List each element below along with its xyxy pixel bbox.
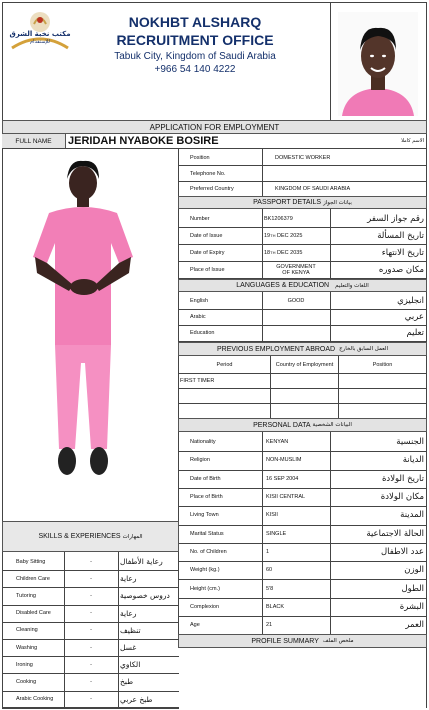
personal-label-ar: الديانة — [402, 455, 424, 466]
full-name-value: JERIDAH NYABOKE BOSIRE — [68, 135, 219, 147]
personal-title-ar: البيانات الشخصية — [312, 422, 352, 428]
employment-col-period: Period — [216, 362, 233, 368]
skill-label-ar: طبخ عربي — [120, 694, 153, 704]
employment-title-ar: العمل السابق بالخارج — [339, 346, 389, 352]
top-info-value — [275, 166, 425, 181]
profile-summary-bar — [178, 634, 427, 648]
personal-label: No. of Children — [190, 548, 227, 555]
skills-title: SKILLS & EXPERIENCES — [38, 533, 121, 540]
top-info-value: DOMESTIC WORKER — [275, 154, 331, 161]
personal-label: Nationality — [190, 439, 216, 446]
full-body-photo — [2, 149, 177, 521]
passport-label-ar: مكان صدوره — [378, 264, 424, 275]
personal-label: Weight (kg.) — [190, 567, 220, 574]
skill-label-ar: طبخ — [120, 677, 134, 687]
employment-col-position: Position — [372, 362, 393, 368]
top-info-label: Position — [190, 154, 210, 161]
personal-label: Marital Status — [190, 530, 224, 537]
personal-label-ar: المدينة — [400, 510, 424, 521]
personal-value: NON-MUSLIM — [266, 457, 302, 464]
office-name-line1: NOKHBT ALSHARQ — [128, 14, 262, 30]
passport-label-ar: رقم جواز السفر — [367, 213, 424, 224]
personal-value: BLACK — [266, 603, 285, 610]
form-title: APPLICATION FOR EMPLOYMENT — [2, 120, 427, 134]
personal-label-ar: الوزن — [404, 565, 424, 576]
languages-title-ar: اللغات والتعليم — [335, 282, 369, 289]
personal-label-ar: العمر — [405, 620, 424, 631]
skill-label: Ironing — [16, 661, 33, 668]
skill-value: - — [90, 644, 92, 651]
employment-first-row: FIRST TIMER — [180, 378, 215, 384]
skill-label: Cooking — [16, 678, 37, 685]
personal-value: KISII — [266, 512, 278, 519]
personal-label: Date of Birth — [190, 475, 221, 482]
personal-label-ar: البشرة — [399, 601, 424, 612]
place-line1: GOVERNMENT — [276, 263, 316, 270]
passport-label: Date of Issue — [190, 232, 223, 239]
date-suffix: TH — [270, 250, 276, 255]
passport-title-ar: بيانات الجواز — [323, 199, 352, 206]
office-logo — [6, 8, 74, 54]
language-label-ar: عربي — [404, 312, 424, 322]
logo-subtext-ar: للإستقدام — [30, 39, 50, 45]
skill-value: - — [90, 592, 92, 599]
personal-label: Height (cm.) — [190, 585, 220, 592]
personal-value: 16 SEP 2004 — [266, 475, 299, 482]
date-rest: DEC 2025 — [275, 232, 303, 239]
skill-label-ar: رعاية — [120, 608, 137, 618]
language-label: Arabic — [190, 314, 206, 320]
date-day: 19 — [264, 232, 271, 239]
personal-label: Living Town — [190, 512, 219, 519]
date-rest: DEC 2035 — [275, 249, 303, 256]
personal-label-ar: تاريخ الولادة — [381, 473, 424, 484]
passport-value: BK1206379 — [264, 215, 293, 222]
personal-value: KENYAN — [266, 439, 289, 446]
personal-label-ar: عدد الاطفال — [380, 546, 424, 557]
skill-label-ar: رعاية الأطفال — [120, 557, 163, 567]
personal-value: SINGLE — [266, 530, 287, 537]
personal-label-ar: مكان الولادة — [380, 492, 424, 503]
passport-label-ar: تاريخ الانتهاء — [381, 247, 424, 258]
date-suffix: TH — [270, 233, 276, 238]
profile-summary-title: PROFILE SUMMARY — [251, 637, 319, 645]
column-divider — [262, 432, 263, 634]
personal-value: 1 — [266, 548, 270, 555]
skill-label: Arabic Cooking — [16, 696, 54, 703]
skill-value: - — [90, 610, 92, 617]
top-info-label: Preferred Country — [190, 185, 234, 192]
personal-title-bar — [178, 418, 427, 432]
passport-label: Place of Issue — [190, 266, 225, 273]
office-address: Tabuk City, Kingdom of Saudi Arabia — [114, 51, 276, 62]
skill-label: Cleaning — [16, 627, 38, 634]
personal-value: 21 — [266, 622, 273, 629]
language-label-ar: تعليم — [406, 328, 424, 338]
passport-title: PASSPORT DETAILS — [253, 199, 322, 206]
passport-date-value — [264, 227, 328, 244]
personal-label: Religion — [190, 457, 210, 464]
column-divider — [330, 292, 331, 342]
skill-label: Washing — [16, 644, 38, 651]
date-day: 18 — [264, 249, 271, 256]
passport-place-value — [264, 261, 328, 278]
personal-label-ar: الجنسية — [396, 437, 424, 448]
profile-summary-title-ar: ملخص الملف — [322, 638, 354, 644]
skill-label-ar: رعاية — [120, 574, 137, 584]
office-phone: +966 54 140 4222 — [154, 64, 236, 75]
full-name-label-ar: الاسم كاملا — [401, 138, 424, 144]
logo-text-ar: مكتب نخبة الشرق — [9, 30, 71, 38]
skill-label-ar: غسل — [120, 643, 137, 653]
column-divider — [330, 432, 331, 634]
personal-label: Place of Birth — [190, 494, 223, 501]
personal-label-ar: الطول — [401, 583, 424, 594]
personal-value: KISII CENTRAL — [266, 494, 306, 501]
languages-title: LANGUAGES & EDUCATION — [236, 282, 330, 289]
passport-label-ar: تاريخ المسألة — [377, 230, 424, 241]
skill-value: - — [90, 627, 92, 634]
passport-label: Date of Expiry — [190, 249, 225, 256]
language-label: English — [190, 298, 209, 304]
language-value — [264, 325, 328, 341]
skill-label: Children Care — [16, 575, 50, 582]
office-name-line2: RECRUITMENT OFFICE — [116, 32, 274, 48]
passport-label: Number — [190, 215, 210, 222]
skill-value: - — [90, 558, 92, 565]
personal-value: 5'8 — [266, 585, 274, 592]
skill-value: - — [90, 678, 92, 685]
skill-value: - — [90, 696, 92, 703]
portrait-photo-small — [338, 12, 418, 116]
column-divider — [118, 552, 119, 708]
passport-title-bar — [178, 196, 427, 209]
language-value: GOOD — [287, 298, 305, 304]
languages-title-bar — [178, 279, 427, 292]
skill-label-ar: دروس خصوصية — [120, 591, 170, 601]
top-info-value: KINGDOM OF SAUDI ARABIA — [275, 185, 351, 192]
skill-label: Tutoring — [16, 592, 36, 599]
employment-title: PREVIOUS EMPLOYMENT ABROAD — [216, 345, 336, 353]
skill-label: Disabled Care — [16, 610, 51, 617]
personal-label: Complexion — [190, 603, 220, 610]
skill-value: - — [90, 575, 92, 582]
skills-title-ar: المهارات — [122, 533, 143, 540]
employment-title-bar — [178, 342, 427, 356]
place-line2: OF KENYA — [282, 269, 310, 276]
personal-title: PERSONAL DATA — [253, 421, 311, 429]
personal-label-ar: الحالة الاجتماعية — [366, 528, 424, 539]
column-divider — [262, 292, 263, 342]
full-name-label: FULL NAME — [2, 134, 66, 148]
skill-label-ar: تنظيف — [120, 625, 141, 635]
passport-date-value — [264, 244, 328, 261]
skill-value: - — [90, 661, 92, 668]
language-value — [264, 309, 328, 325]
top-info-label: Telephone No. — [190, 170, 226, 177]
personal-value: 60 — [266, 567, 273, 574]
employment-col-country: Country of Employment — [275, 362, 334, 368]
skill-label-ar: الكاوي — [120, 660, 141, 670]
personal-label: Age — [190, 622, 200, 629]
column-divider — [64, 552, 65, 708]
skills-title-bar — [2, 521, 179, 552]
language-label-ar: انجليزي — [397, 296, 424, 306]
language-label: Education — [190, 330, 215, 336]
skill-label: Baby Sitting — [16, 558, 46, 565]
